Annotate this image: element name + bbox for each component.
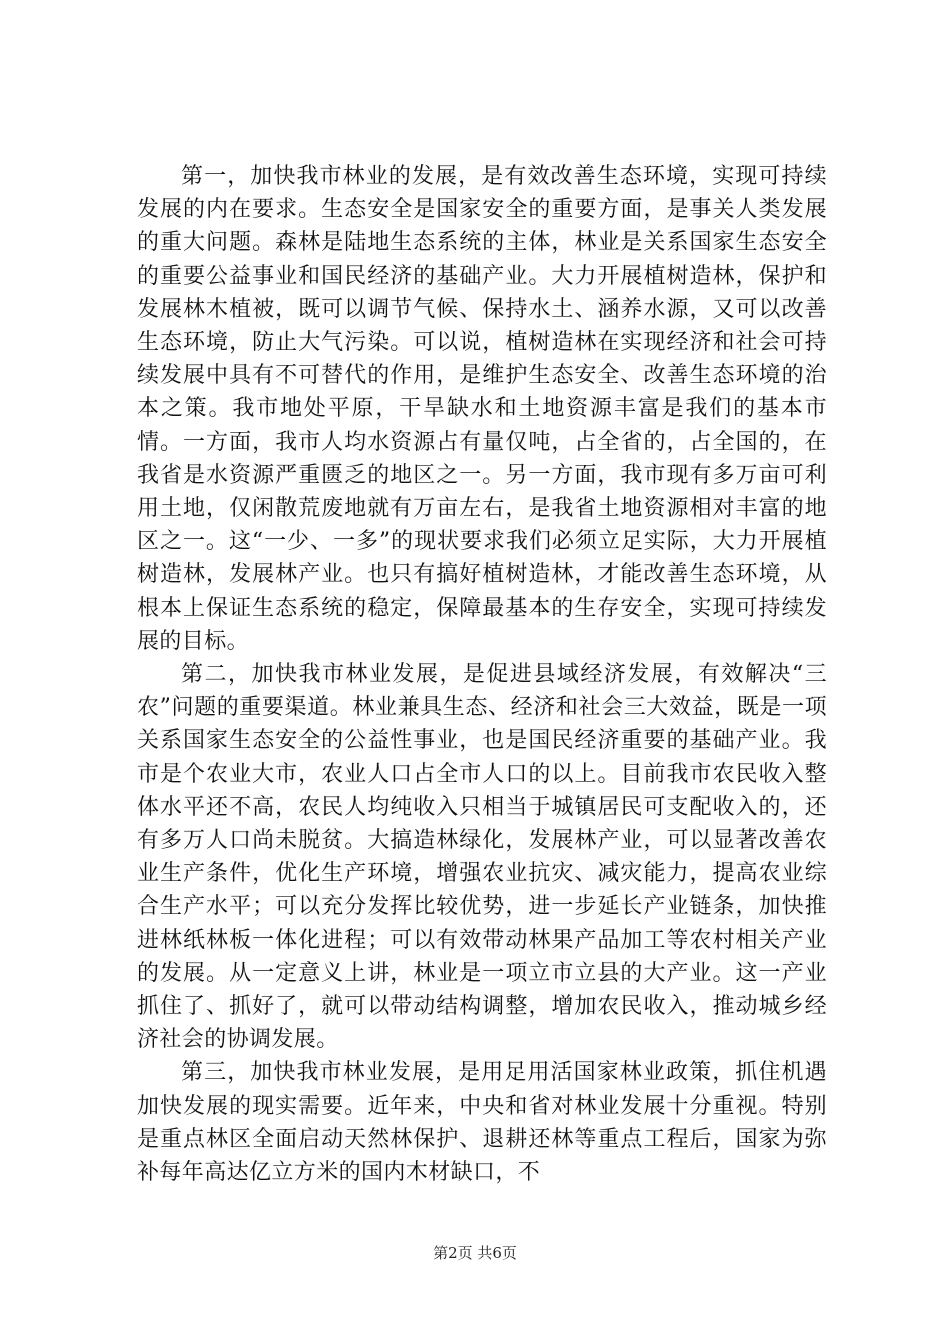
page-number-footer: 第2页 共6页 [433, 1244, 517, 1262]
paragraph-3: 第三，加快我市林业发展，是用足用活国家林业政策，抓住机遇加快发展的现实需要。近年来，中央和省对林业发展十分重视。特别是重点林区全面启动天然林保护、退耕还林等重点工程后，国家为弥补每年高达亿立方米的国内木材缺口，不 [137, 1060, 827, 1186]
paragraph-1: 第一，加快我市林业的发展，是有效改善生态环境，实现可持续发展的内在要求。生态安全是国家安全的重要方面，是事关人类发展的重大问题。森林是陆地生态系统的主体，林业是关系国家生态安全的重要公益事业和国民经济的基础产业。大力开展植树造林，保护和发展林木植被，既可以调节气候、保持水土、涵养水源，又可以改善生态环境，防止大气污染。可以说，植树造林在实现经济和社会可持续发展中具有不可替代的作用，是维护生态安全、改善生态环境的治本之策。我市地处平原，干旱缺水和土地资源丰富是我们的基本市情。一方面，我市人均水资源占有量仅吨，占全省的，占全国的，在我省是水资源严重匮乏的地区之一。另一方面，我市现有多万亩可利用土地，仅闲散荒废地就有万亩左右，是我省土地资源相对丰富的地区之一。这“一少、一多”的现状要求我们必须立足实际，大力开展植树造林，发展林产业。也只有搞好植树造林，才能改善生态环境，从根本上保证生态系统的稳定，保障最基本的生存安全，实现可持续发展的目标。 [137, 164, 827, 654]
paragraph-2: 第二，加快我市林业发展，是促进县域经济发展，有效解决“三农”问题的重要渠道。林业兼具生态、经济和社会三大效益，既是一项关系国家生态安全的公益性事业，也是国民经济重要的基础产业。我市是个农业大市，农业人口占全市人口的以上。目前我市农民收入整体水平还不高，农民人均纯收入只相当于城镇居民可支配收入的，还有多万人口尚未脱贫。大搞造林绿化，发展林产业，可以显著改善农业生产条件，优化生产环境，增强农业抗灾、减灾能力，提高农业综合生产水平；可以充分发挥比较优势，进一步延长产业链条，加快推进林纸林板一体化进程；可以有效带动林果产品加工等农村相关产业的发展。从一定意义上讲，林业是一项立市立县的大产业。这一产业抓住了、抓好了，就可以带动结构调整，增加农民收入，推动城乡经济社会的协调发展。 [137, 662, 827, 1053]
body-text [137, 160, 827, 1189]
